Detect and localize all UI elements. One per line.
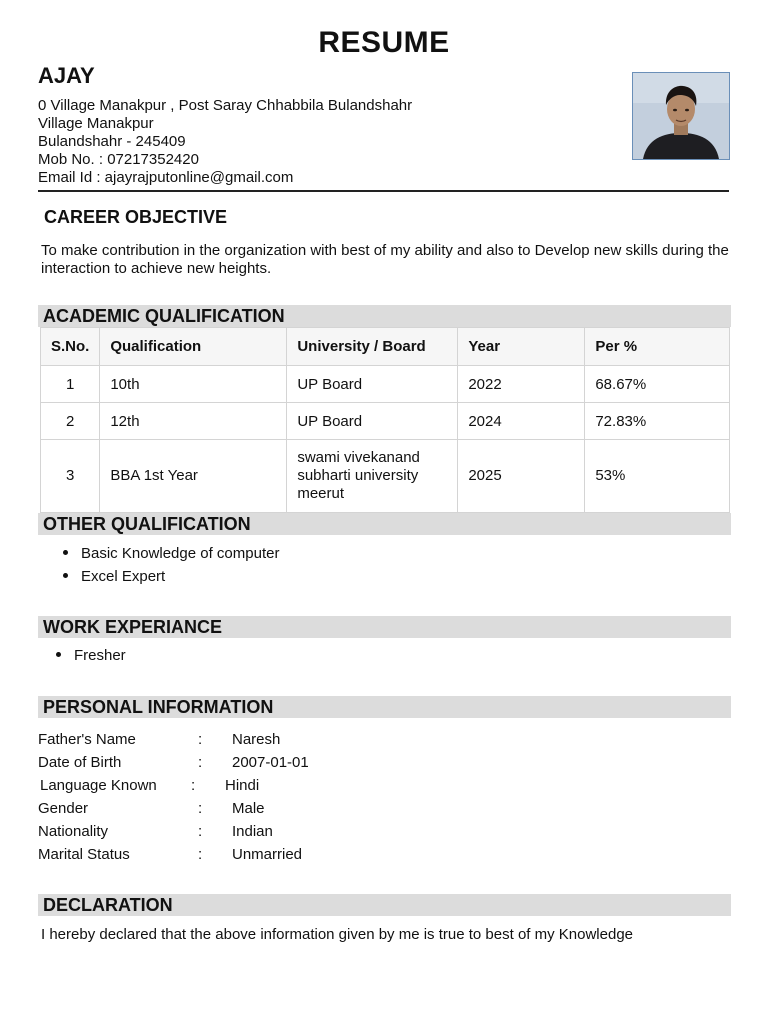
table-cell: 2022 xyxy=(458,366,585,403)
dob-value: 2007-01-01 xyxy=(232,754,309,771)
fathers-name-value: Naresh xyxy=(232,731,281,748)
column-header: Year xyxy=(458,328,585,366)
other-qualification-list xyxy=(62,542,279,588)
address-line: 0 Village Manakpur , Post Saray Chhabbila Bulandshahr xyxy=(38,97,413,114)
column-header: Qualification xyxy=(100,328,287,366)
table-cell: 1 xyxy=(41,366,100,403)
work-experience-list xyxy=(55,644,126,667)
table-cell: BBA 1st Year xyxy=(100,440,287,513)
work-experience-heading-bar xyxy=(38,616,731,638)
list-item: Fresher xyxy=(55,644,126,667)
separator: : xyxy=(198,823,203,840)
header-divider xyxy=(38,190,729,192)
other-qualification-heading: OTHER QUALIFICATION xyxy=(43,514,251,534)
work-experience-heading: WORK EXPERIANCE xyxy=(43,617,223,637)
contact-block xyxy=(38,97,412,187)
table-cell: UP Board xyxy=(287,366,458,403)
personal-info-heading: PERSONAL INFORMATION xyxy=(43,697,274,717)
declaration-text: I hereby declared that the above information given by me is true to best of my Knowledge xyxy=(41,926,634,943)
profile-photo xyxy=(632,72,730,160)
gender-value: Male xyxy=(232,800,265,817)
city-pin-line: Bulandshahr - 245409 xyxy=(38,133,186,150)
table-row xyxy=(41,366,730,403)
mobile-line: Mob No. : 07217352420 xyxy=(38,151,199,168)
gender-label: Gender xyxy=(38,800,89,817)
separator: : xyxy=(198,731,203,748)
table-cell: 10th xyxy=(100,366,287,403)
separator: : xyxy=(198,800,203,817)
personal-info-heading-bar xyxy=(38,696,731,718)
nationality-value: Indian xyxy=(232,823,273,840)
marital-status-value: Unmarried xyxy=(232,846,303,863)
career-objective-heading: CAREER OBJECTIVE xyxy=(44,207,228,227)
language-label: Language Known xyxy=(40,777,157,794)
column-header: Per % xyxy=(585,328,730,366)
career-objective-text: To make contribution in the organization with best of my ability and also to Develop new skills during the interaction to achieve new heights. xyxy=(41,242,729,277)
table-cell: 3 xyxy=(41,440,100,513)
separator: : xyxy=(198,846,203,863)
resume-title: RESUME xyxy=(318,26,450,59)
table-cell: 68.67% xyxy=(585,366,730,403)
separator: : xyxy=(198,754,203,771)
table-row xyxy=(41,440,730,513)
academic-heading-bar xyxy=(38,305,731,327)
table-cell: 72.83% xyxy=(585,403,730,440)
table-cell: 2024 xyxy=(458,403,585,440)
academic-table xyxy=(40,327,730,513)
table-cell: 53% xyxy=(585,440,730,513)
column-header: University / Board xyxy=(287,328,458,366)
other-qualification-heading-bar xyxy=(38,513,731,535)
fathers-name-label: Father's Name xyxy=(38,731,136,748)
dob-label: Date of Birth xyxy=(38,754,122,771)
column-header: S.No. xyxy=(41,328,100,366)
person-photo-icon xyxy=(633,73,729,159)
table-cell: 12th xyxy=(100,403,287,440)
table-cell: swami vivekanand subharti university meerut xyxy=(287,440,458,513)
language-value: Hindi xyxy=(225,777,260,794)
nationality-label: Nationality xyxy=(38,823,109,840)
marital-status-label: Marital Status xyxy=(38,846,130,863)
separator: : xyxy=(191,777,196,794)
table-header-row xyxy=(41,328,730,366)
email-line: Email Id : ajayrajputonline@gmail.com xyxy=(38,169,294,186)
declaration-heading-bar xyxy=(38,894,731,916)
academic-heading: ACADEMIC QUALIFICATION xyxy=(43,306,285,326)
table-cell: UP Board xyxy=(287,403,458,440)
list-item: Basic Knowledge of computer xyxy=(62,542,279,565)
list-item: Excel Expert xyxy=(62,565,279,588)
declaration-heading: DECLARATION xyxy=(43,895,173,915)
village-line: Village Manakpur xyxy=(38,115,154,132)
candidate-name: AJAY xyxy=(38,63,95,88)
table-row xyxy=(41,403,730,440)
table-cell: 2 xyxy=(41,403,100,440)
table-cell: 2025 xyxy=(458,440,585,513)
